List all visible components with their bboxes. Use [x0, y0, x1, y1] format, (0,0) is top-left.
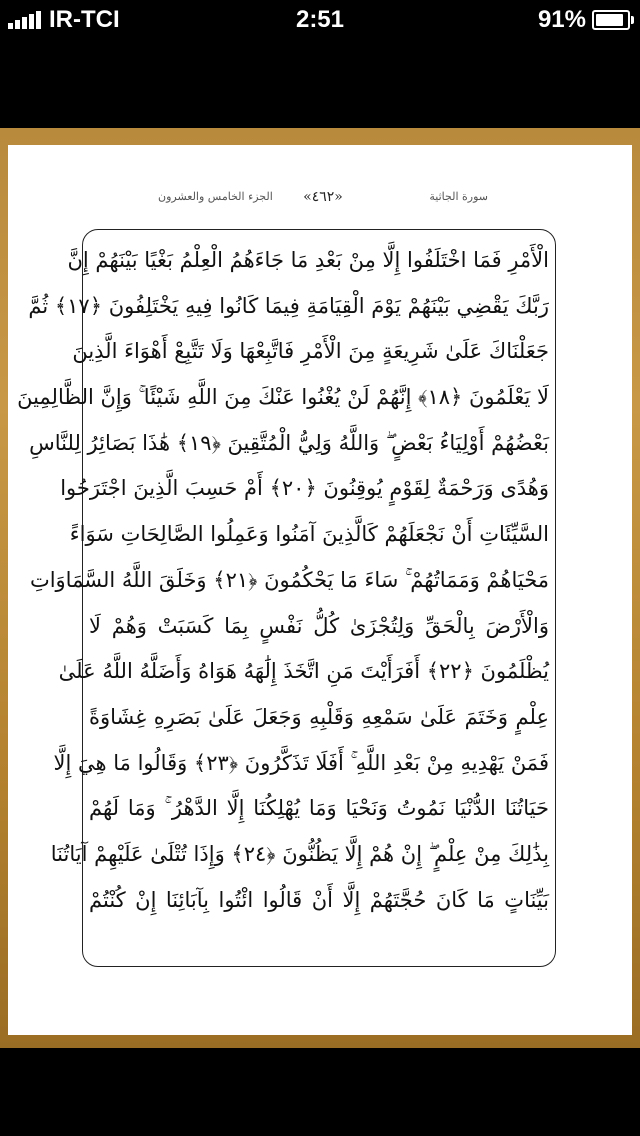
status-bar	[0, 0, 640, 40]
book-page-frame[interactable]	[0, 128, 640, 1048]
page-number: «٤٦٢»	[303, 189, 343, 205]
battery-tip	[631, 16, 634, 24]
verse-line: وَالْأَرْضَ بِالْحَقِّ وَلِتُجْزَىٰ كُلُّ نَفْسٍ بِمَا كَسَبَتْ وَهُمْ لَا	[89, 613, 549, 638]
verse-line: عِلْمٍ وَخَتَمَ عَلَىٰ سَمْعِهِ وَقَلْبِهِ وَجَعَلَ عَلَىٰ بَصَرِهِ غِشَاوَةً	[89, 704, 549, 729]
battery-percent: 91%	[537, 6, 586, 33]
verse-line: السَّيِّئَاتِ أَنْ نَجْعَلَهُمْ كَالَّذِينَ آمَنُوا وَعَمِلُوا الصَّالِحَاتِ سَوَاءً	[69, 522, 549, 547]
verse-line: بَعْضُهُمْ أَوْلِيَاءُ بَعْضٍ ۖ وَاللَّهُ وَلِيُّ الْمُتَّقِينَ ﴿١٩﴾ هَٰذَا بَصَائِرُ لِلنَّاسِ	[29, 430, 549, 455]
carrier-name: IR-TCI	[49, 6, 120, 33]
juz-name: الجزء الخامس والعشرون	[158, 190, 273, 203]
verse-line: حَيَاتُنَا الدُّنْيَا نَمُوتُ وَنَحْيَا وَمَا يُهْلِكُنَا إِلَّا الدَّهْرُ ۚ وَمَا لَهُمْ	[89, 796, 549, 821]
verse-line: بِذَٰلِكَ مِنْ عِلْمٍ ۖ إِنْ هُمْ إِلَّا يَظُنُّونَ ﴿٢٤﴾ وَإِذَا تُتْلَىٰ عَلَيْهِمْ آيَاتُنَا	[50, 841, 549, 866]
surah-name: سورة الجاثية	[429, 190, 488, 203]
verse-line: جَعَلْنَاكَ عَلَىٰ شَرِيعَةٍ مِنَ الْأَمْرِ فَاتَّبِعْهَا وَلَا تَتَّبِعْ أَهْوَاءَ الَّذِينَ	[72, 339, 549, 364]
verse-line: رَبَّكَ يَقْضِي بَيْنَهُمْ يَوْمَ الْقِيَامَةِ فِيمَا كَانُوا فِيهِ يَخْتَلِفُونَ ﴿١٧﴾ ثُمَّ	[28, 293, 549, 318]
status-time: 2:51	[295, 6, 345, 33]
verse-line: يُظْلَمُونَ ﴿٢٢﴾ أَفَرَأَيْتَ مَنِ اتَّخَذَ إِلَٰهَهُ هَوَاهُ وَأَضَلَّهُ اللَّهُ عَلَىٰ	[58, 659, 549, 684]
verse-line: مَحْيَاهُمْ وَمَمَاتُهُمْ ۚ سَاءَ مَا يَحْكُمُونَ ﴿٢١﴾ وَخَلَقَ اللَّهُ السَّمَاوَاتِ	[29, 567, 549, 592]
verse-line: لَا يَعْلَمُونَ ﴿١٨﴾ إِنَّهُمْ لَنْ يُغْنُوا عَنْكَ مِنَ اللَّهِ شَيْئًا ۚ وَإِنَّ الظَّالِمِينَ	[17, 385, 549, 410]
book-page[interactable]	[8, 145, 632, 1035]
verse-line: فَمَنْ يَهْدِيهِ مِنْ بَعْدِ اللَّهِ ۚ أَفَلَا تَذَكَّرُونَ ﴿٢٣﴾ وَقَالُوا مَا هِيَ إِلَّا	[53, 750, 549, 775]
bottom-bar	[0, 1048, 640, 1136]
page-header	[158, 190, 488, 212]
verse-lines	[17, 238, 549, 923]
battery-level-fill	[596, 14, 623, 26]
battery-indicator	[538, 6, 630, 34]
verse-text-box	[17, 229, 556, 967]
verse-line: بَيِّنَاتٍ مَا كَانَ حُجَّتَهُمْ إِلَّا أَنْ قَالُوا ائْتُوا بِآبَائِنَا إِنْ كُنْتُمْ	[89, 887, 549, 912]
verse-line: وَهُدًى وَرَحْمَةٌ لِقَوْمٍ يُوقِنُونَ ﴿٢٠﴾ أَمْ حَسِبَ الَّذِينَ اجْتَرَحُوا	[60, 476, 549, 501]
verse-line: الْأَمْرِ فَمَا اخْتَلَفُوا إِلَّا مِنْ بَعْدِ مَا جَاءَهُمُ الْعِلْمُ بَغْيًا بَيْنَهُمْ إِنَّ	[67, 248, 549, 272]
battery-icon	[592, 10, 630, 30]
